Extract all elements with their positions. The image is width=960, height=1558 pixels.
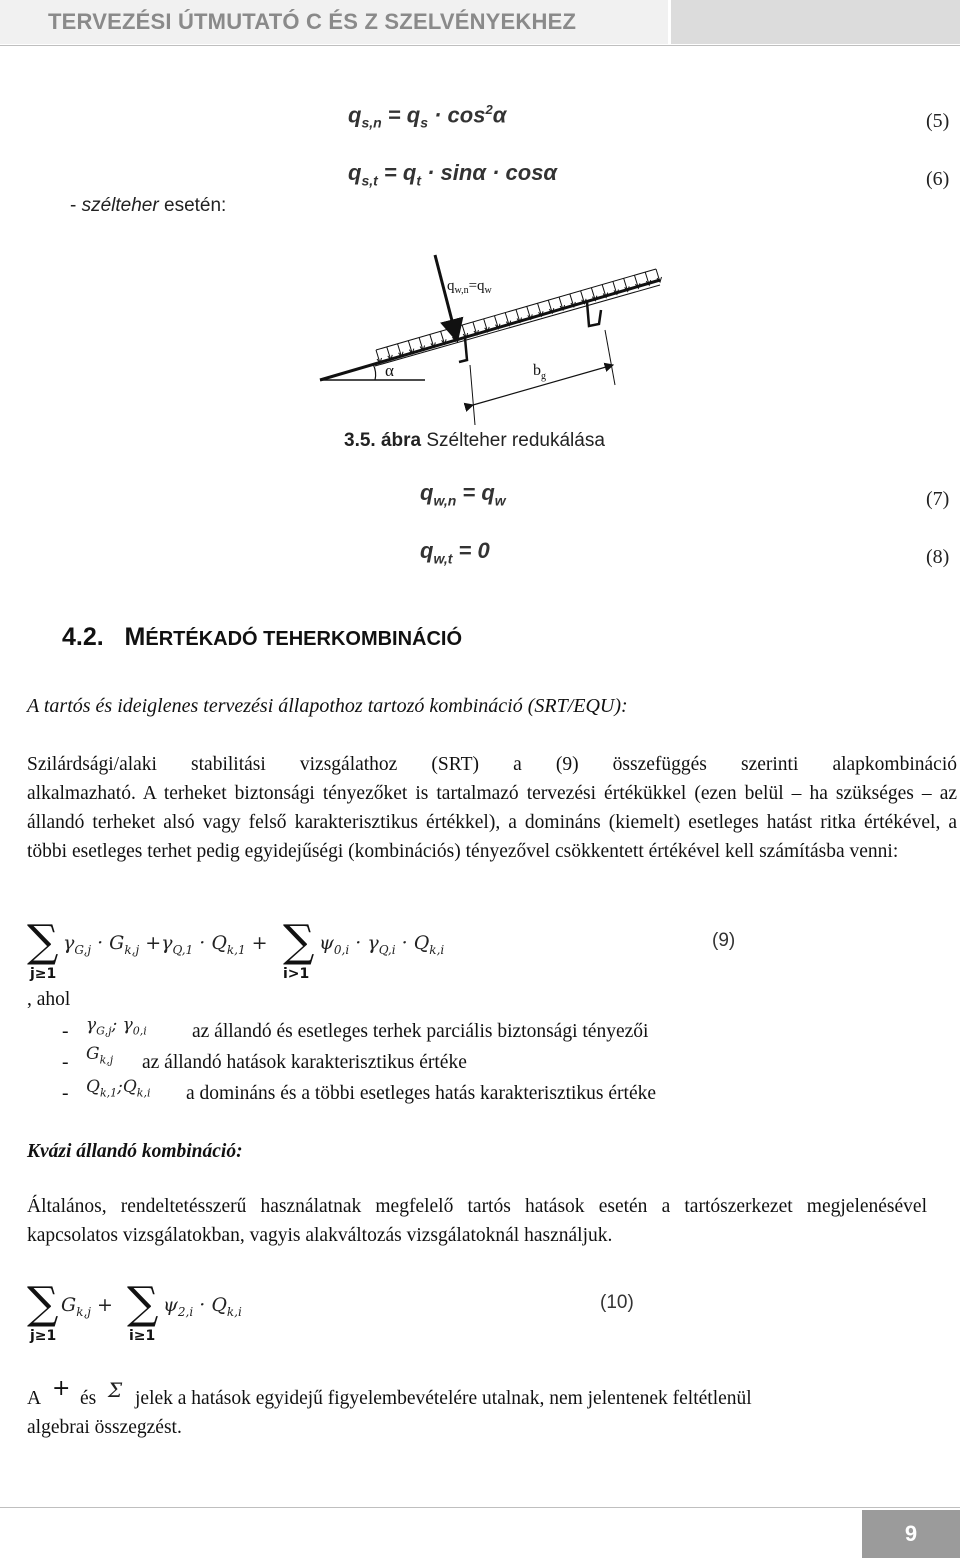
equation-5: $q_{s,n} = q_s \cdot \cos^2\alpha$ [348, 102, 507, 131]
equation-6: $q_{s,t} = q_t \cdot \sin\alpha \cdot \cos\alpha$ [348, 160, 558, 189]
paragraph-2: Általános, rendeltetésszerű használatnak megfelelő tartós hatások esetén a tartószerkezet megjelenésével kapcsolatos vizsgálatokban, vagyis alakváltozás vizsgálatoknál használjuk. [27, 1196, 927, 1246]
paragraph-1: alkalmazható. A terheket biztonsági tényezőket is tartalmazó tervezési értékükkel (ezen belül – ha szükséges – az állandó terheket alsó vagy felső karakterisztikus értékkel), a domináns (kiemelt) esetleges hatást ritka értékével, a többi esetleges terhet pedig egyidejűségi (kombinációs) tényezővel csökkentett értékével kell számításba venni: [27, 783, 957, 862]
equation-8: $q_{w,t} = 0$ [420, 538, 490, 567]
equation-6-number: (6) [926, 168, 950, 190]
wind-load-figure [315, 250, 675, 425]
formula-10: ∑ j≥1 $G_{k,j}$ + ∑ i≥1 $\psi_{2,i} \cdot Q_{k,i}$ (10) [27, 1278, 634, 1344]
paragraph-1-line-1: Szilárdsági/alaki stabilitási vizsgálathoz (SRT) a (9) összefüggés szerinti alapkombináció [27, 754, 957, 775]
note-sigma-symbol: Σ [108, 1378, 123, 1402]
section-heading: 4.2. MÉRTÉKADÓ TEHERKOMBINÁCIÓ [62, 623, 463, 651]
def-1-symbol: $\gamma_{G,j}$; $\gamma_{0,i}$ [86, 1015, 147, 1038]
footer-divider [0, 1507, 960, 1508]
def-3-dash: - [62, 1083, 69, 1104]
running-header-title: TERVEZÉSI ÚTMUTATÓ C ÉS Z SZELVÉNYEKHEZ [0, 0, 668, 44]
roof-deck-inner-line [375, 285, 660, 366]
subheading-persistent-combination: A tartós és ideiglenes tervezési állapothoz tartozó kombináció (SRT/EQU): [27, 695, 628, 717]
figure-caption: 3.5. ábra Szélteher redukálása [344, 430, 605, 451]
page-number: 9 [862, 1510, 960, 1558]
resultant-load-arrow [435, 255, 457, 340]
wind-load-envelope [376, 269, 656, 350]
equation-5-number: (5) [926, 110, 950, 132]
def-2-text: az állandó hatások karakterisztikus értéke [142, 1052, 467, 1073]
header-divider [0, 45, 960, 46]
def-2-dash: - [62, 1052, 69, 1073]
label-bg: b [533, 362, 541, 379]
equation-7-number: (7) [926, 488, 950, 510]
note-plus-symbol: + [52, 1376, 71, 1401]
wind-load-arrows [376, 269, 662, 363]
def-2-symbol: $G_{k,j}$ [86, 1044, 114, 1067]
note-a: A [27, 1388, 42, 1409]
equation-8-number: (8) [926, 546, 950, 568]
where-label: , ahol [27, 989, 71, 1010]
note-text: jelek a hatások egyidejű figyelembevételére utalnak, nem jelentenek feltétlenül [135, 1388, 752, 1409]
formula-9: ∑ j≥1 $\gamma_{G,j} \cdot G_{k,j} +\gamma_{Q,1} \cdot Q_{k,1}$ + ∑ i>1 $\psi_{0,i} \cdot \gamma_{Q,i} \cdot Q_{k,i}$ (9) [27, 916, 736, 982]
svg-text:qw,n=qw: $q_{w,n}=q_w$ [447, 278, 492, 296]
def-3-text: a domináns és a többi esetleges hatás karakterisztikus értéke [186, 1083, 656, 1104]
def-1-dash: - [62, 1021, 69, 1042]
subheading-quasi-permanent: Kvázi állandó kombináció: [27, 1141, 243, 1162]
label-q: q [447, 278, 455, 294]
wind-intro: - szélteher esetén: [70, 195, 227, 216]
label-alpha: α [385, 361, 394, 380]
def-1-text: az állandó és esetleges terhek parciális biztonsági tényezői [192, 1021, 649, 1042]
note-es: és [80, 1388, 97, 1409]
equation-7: $q_{w,n} = q_w$ [420, 480, 506, 509]
note-line-2: algebrai összegzést. [27, 1417, 182, 1438]
def-3-symbol: $Q_{k,1};Q_{k,i}$ [86, 1077, 151, 1100]
svg-text:bg: $b_g$ [533, 362, 546, 382]
header-decoration [671, 0, 960, 44]
